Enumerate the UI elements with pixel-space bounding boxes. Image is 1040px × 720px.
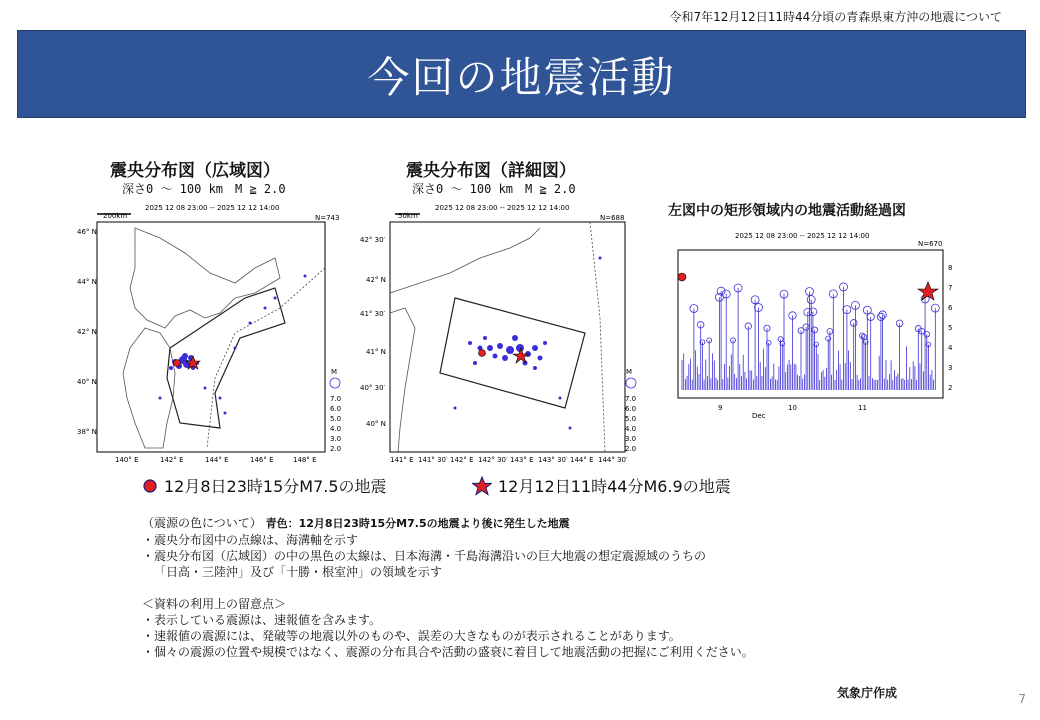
wide-lon-2: 144° E [205,456,229,464]
detail-lat-3: 41° N [366,348,386,356]
wide-lat-2: 42° N [77,328,97,336]
wide-mag-6: 2.0 [330,445,342,453]
legend-circle [142,474,387,497]
red-circle-icon [142,478,158,494]
detail-mainshock-circle [479,350,486,357]
detail-lat-1: 42° N [366,276,386,284]
timeline-y-1: 7 [948,284,953,292]
notes-caution-2: ・速報値の震源には、発破等の地震以外のものや、誤差の大きなものが表示されることがあります。 [142,629,681,643]
detail-mag-0: M [626,368,633,376]
wide-lon-4: 148° E [293,456,317,464]
wide-mag-1: 7.0 [330,395,342,403]
wide-epicenter-map [75,198,350,468]
wide-lat-4: 38° N [77,428,97,436]
wide-mag-circle-7 [330,378,340,388]
detail-lon-4: 143° E [510,456,534,464]
detail-mag-6: 2.0 [625,445,637,453]
wide-mag-5: 3.0 [330,435,342,443]
detail-lon-7: 144° 30′ [598,456,628,464]
notes-line-2: ・震央分布図（広域図）の中の黒色の太線は、日本海溝・千島海溝沿いの巨大地震の想定震源域のうちの [142,549,707,563]
wide-map-frame [97,222,325,452]
timeline-y-3: 5 [948,324,953,332]
notes-color-line [142,515,842,532]
detail-period: 2025 12 08 23:00 -- 2025 12 12 14:00 [435,204,570,212]
wide-lon-3: 146° E [250,456,274,464]
title-banner [17,30,1026,118]
timeline-y-4: 4 [948,344,953,352]
detail-mag-1: 7.0 [625,395,637,403]
timeline-x-1: 10 [788,404,797,412]
detail-lon-6: 144° E [570,456,594,464]
notes-color-heading: （震源の色について） [142,516,262,530]
wide-mag-0: M [331,368,338,376]
timeline-x-2: 11 [858,404,867,412]
notes-line-3: 「日高・三陸沖」及び「十勝・根室沖」の領域を示す [154,565,443,579]
detail-mag-5: 3.0 [625,435,637,443]
detail-lat-0: 42° 30′ [360,236,386,244]
timeline-x-unit: Dec [752,412,766,420]
notes-caution-1: ・表示している震源は、速報値を含みます。 [142,613,382,627]
detail-mag-circle-7 [626,378,636,388]
detail-map-subtitle: 深さ0 ～ 100 km M ≧ 2.0 [412,182,576,196]
red-star-icon [472,476,492,496]
detail-mag-3: 5.0 [625,415,637,423]
detail-map-title: 震央分布図（詳細図） [406,161,576,181]
detail-lon-3: 142° 30′ [478,456,508,464]
timeline-count: N=670 [918,240,943,248]
detail-epicenter-map [360,198,645,468]
timeline-y-0: 8 [948,264,953,272]
timeline-x-0: 9 [718,404,723,412]
detail-scale-label: 50km [398,212,418,220]
detail-lon-5: 143° 30′ [538,456,568,464]
detail-lat-5: 40° N [366,420,386,428]
notes-color-text: 青色：12月8日23時15分M7.5の地震より後に発生した地震 [265,517,570,530]
detail-mag-2: 6.0 [625,405,637,413]
wide-mag-3: 5.0 [330,415,342,423]
notes-block [142,515,842,660]
timeline-y-5: 3 [948,364,953,372]
wide-mainshock-circle [174,360,181,367]
legend-star-label: 12月12日11時44分M6.9の地震 [498,477,731,496]
timeline-title: 左図中の矩形領域内の地震活動経過図 [668,203,906,219]
wide-period: 2025 12 08 23:00 -- 2025 12 12 14:00 [145,204,280,212]
timeline-period: 2025 12 08 23:00 -- 2025 12 12 14:00 [735,232,870,240]
timeline-y-6: 2 [948,384,953,392]
wide-count: N=743 [315,214,340,222]
detail-count: N=688 [600,214,625,222]
timeline-mainshock-circle [678,273,686,281]
notes-caution-heading: ＜資料の利用上の留意点＞ [142,597,287,611]
wide-lat-1: 44° N [77,278,97,286]
wide-lat-3: 40° N [77,378,97,386]
wide-map-subtitle: 深さ0 ～ 100 km M ≧ 2.0 [122,182,286,196]
wide-lon-0: 140° E [115,456,139,464]
legend-circle-label: 12月8日23時15分M7.5の地震 [164,477,387,496]
detail-lat-2: 41° 30′ [360,310,386,318]
legend-star [472,474,731,497]
detail-lon-2: 142° E [450,456,474,464]
credit: 気象庁作成 [837,686,898,700]
detail-lon-0: 141° E [390,456,414,464]
detail-mag-4: 4.0 [625,425,637,433]
wide-scale-label: 200km [103,212,128,220]
timeline-chart [660,222,970,420]
page-number: 7 [1018,692,1026,706]
timeline-y-2: 6 [948,304,953,312]
notes-caution-3: ・個々の震源の位置や規模ではなく、震源の分布具合や活動の盛衰に着目して地震活動の把握にご利用ください。 [142,645,754,659]
detail-lat-4: 40° 30′ [360,384,386,392]
notes-line-1: ・震央分布図中の点線は、海溝軸を示す [142,533,359,547]
wide-mag-4: 4.0 [330,425,342,433]
wide-lon-1: 142° E [160,456,184,464]
wide-mag-2: 6.0 [330,405,342,413]
wide-map-title: 震央分布図（広域図） [110,161,280,181]
wide-lat-0: 46° N [77,228,97,236]
detail-map-frame [390,222,625,452]
detail-lon-1: 141° 30′ [418,456,448,464]
header-note: 令和7年12月12日11時44分頃の青森県東方沖の地震について [669,10,1002,24]
page-title: 今回の地震活動 [367,53,676,102]
